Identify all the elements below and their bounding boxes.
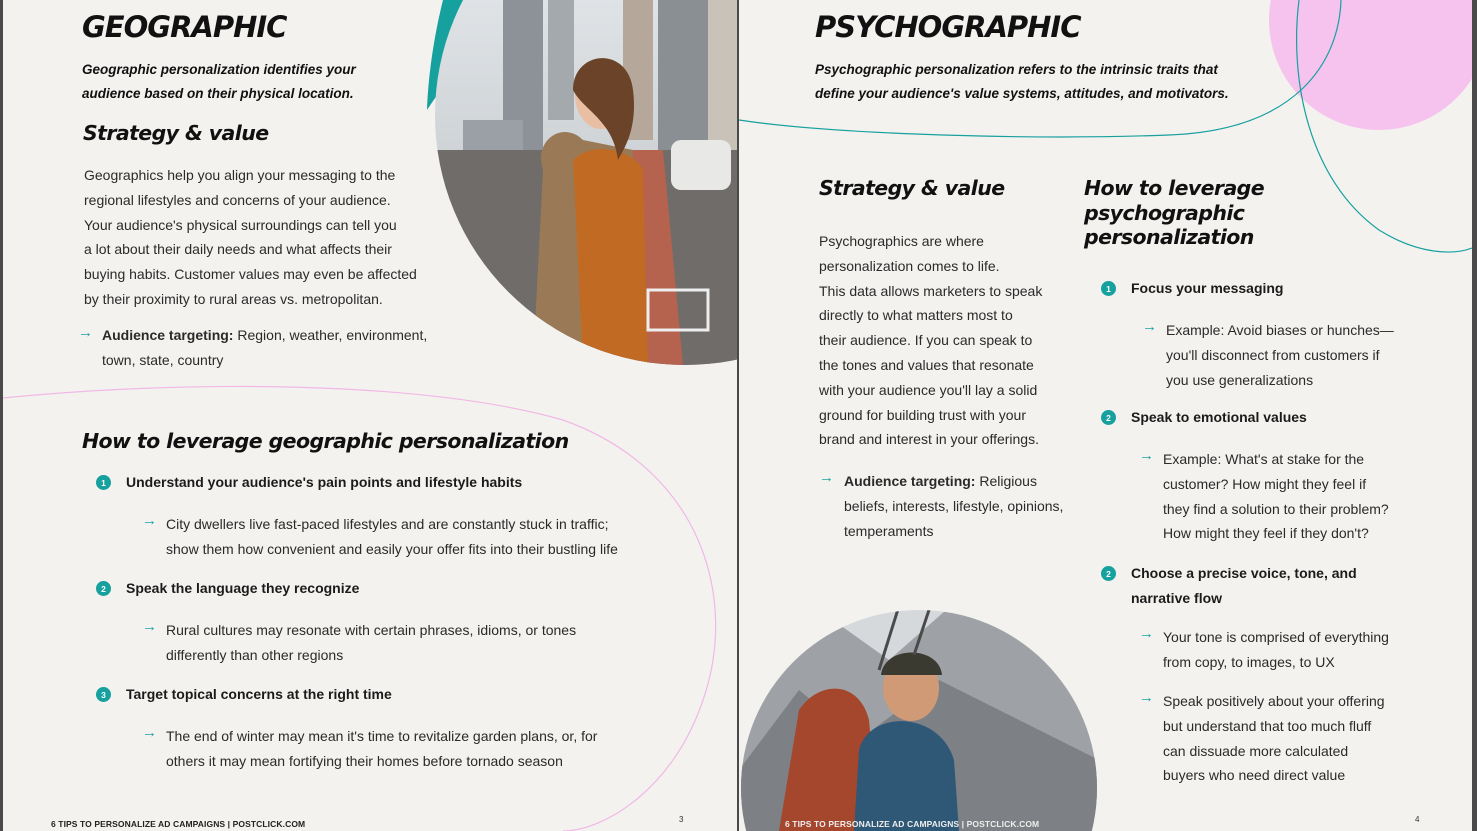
- lead-line-1: Psychographic personalization refers to the intrinsic traits that: [815, 62, 1218, 77]
- detail-line: show them how convenient and easily your offer fits into their bustling life: [166, 540, 618, 557]
- step-title: Focus your messaging: [1131, 280, 1284, 296]
- step-title: Speak the language they recognize: [126, 580, 360, 596]
- detail-line: How might they feel if they don't?: [1163, 525, 1369, 542]
- step-detail: [166, 512, 618, 562]
- page-title: PSYCHOGRAPHIC: [815, 10, 1081, 44]
- step-title: Target topical concerns at the right time: [126, 686, 392, 702]
- step-number-badge: 2: [96, 581, 111, 596]
- targeting-value-2: town, state, country: [102, 351, 224, 368]
- arrow-icon: →: [1139, 689, 1154, 706]
- lead-line-2: audience based on their physical location.: [82, 86, 354, 101]
- strategy-body: [819, 229, 1069, 452]
- detail-line: Rural cultures may resonate with certain phrases, idioms, or tones: [166, 622, 577, 638]
- strategy-body: [84, 163, 434, 312]
- body-line: directly to what matters most to: [819, 307, 1013, 324]
- detail-line: Example: Avoid biases or hunches—: [1166, 322, 1394, 338]
- heading-line: personalization: [1084, 225, 1254, 249]
- title-line: narrative flow: [1131, 589, 1223, 606]
- body-line: This data allows marketers to speak: [819, 282, 1043, 299]
- page-footer: 6 TIPS TO PERSONALIZE AD CAMPAIGNS | POSTCLICK.COM: [51, 819, 306, 829]
- arrow-icon: →: [1139, 625, 1154, 642]
- page-number: 3: [679, 815, 684, 824]
- body-line: with your audience you'll lay a solid: [819, 381, 1038, 398]
- body-line: ground for building trust with your: [819, 406, 1026, 423]
- step-number-badge: 2: [1101, 566, 1116, 581]
- detail-line: you'll disconnect from customers if: [1166, 346, 1380, 363]
- lead-line-1: Geographic personalization identifies your: [82, 62, 356, 77]
- body-line: Your audience's physical surroundings can tell you: [84, 216, 397, 233]
- step-detail: [166, 618, 576, 668]
- step-number-badge: 3: [96, 687, 111, 702]
- strategy-heading: Strategy & value: [83, 121, 269, 145]
- detail-line: they find a solution to their problem?: [1163, 500, 1389, 517]
- body-line: a lot about their daily needs and what affects their: [84, 241, 392, 258]
- hiker-photo: [739, 570, 1099, 831]
- body-line: Geographics help you align your messaging to the: [84, 167, 396, 183]
- detail-line: others it may mean fortifying their homes before tornado season: [166, 752, 563, 769]
- detail-line: differently than other regions: [166, 646, 344, 663]
- detail-line: Speak positively about your offering: [1163, 693, 1385, 709]
- body-line: their audience. If you can speak to: [819, 332, 1033, 349]
- body-line: brand and interest in your offerings.: [819, 431, 1039, 448]
- strategy-heading: Strategy & value: [819, 176, 1005, 200]
- page-title: GEOGRAPHIC: [82, 10, 287, 44]
- heading-line: psychographic: [1084, 200, 1245, 225]
- arrow-icon: →: [1139, 447, 1154, 464]
- detail-line: can dissuade more calculated: [1163, 742, 1349, 759]
- arrow-icon: →: [819, 469, 834, 486]
- step-title: [1131, 561, 1357, 611]
- body-line: regional lifestyles and concerns of your audience.: [84, 191, 391, 208]
- arrow-icon: →: [142, 618, 157, 635]
- body-line: by their proximity to rural areas vs. metropolitan.: [84, 290, 383, 307]
- leverage-heading: [1084, 176, 1264, 250]
- title-line: Choose a precise voice, tone, and: [1131, 565, 1357, 581]
- page-3: [3, 0, 737, 831]
- step-detail: [1166, 318, 1394, 392]
- body-line: Psychographics are where: [819, 233, 984, 249]
- targeting-value-3: temperaments: [844, 522, 934, 539]
- body-line: the tones and values that resonate: [819, 356, 1034, 373]
- audience-targeting: [844, 469, 1084, 543]
- detail-line: but understand that too much fluff: [1163, 717, 1372, 734]
- step-detail: [166, 724, 597, 774]
- targeting-label: Audience targeting:: [102, 327, 234, 343]
- page-4: [739, 0, 1472, 831]
- detail-line: customer? How might they feel if: [1163, 475, 1367, 492]
- step-detail: [1163, 625, 1389, 675]
- step-number-badge: 2: [1101, 410, 1116, 425]
- arrow-icon: →: [78, 324, 93, 341]
- body-line: personalization comes to life.: [819, 257, 1000, 274]
- detail-line: City dwellers live fast-paced lifestyles and are constantly stuck in traffic;: [166, 516, 609, 532]
- heading-line: How to leverage: [1084, 176, 1265, 200]
- audience-targeting: [102, 323, 442, 373]
- arrow-icon: →: [142, 512, 157, 529]
- page-number: 4: [1415, 815, 1420, 824]
- targeting-value-2: beliefs, interests, lifestyle, opinions,: [844, 497, 1064, 514]
- step-number-badge: 1: [96, 475, 111, 490]
- arrow-icon: →: [1142, 318, 1157, 335]
- detail-line: you use generalizations: [1166, 371, 1314, 388]
- step-number-badge: 1: [1101, 281, 1116, 296]
- body-line: buying habits. Customer values may even be affected: [84, 266, 417, 283]
- detail-line: from copy, to images, to UX: [1163, 653, 1335, 670]
- step-title: Understand your audience's pain points and lifestyle habits: [126, 474, 523, 490]
- city-photo: [423, 0, 737, 365]
- detail-line: Example: What's at stake for the: [1163, 451, 1365, 467]
- targeting-value: Religious: [979, 473, 1037, 489]
- detail-line: The end of winter may mean it's time to revitalize garden plans, or, for: [166, 728, 598, 744]
- detail-line: Your tone is comprised of everything: [1163, 629, 1389, 645]
- arrow-icon: →: [142, 724, 157, 741]
- leverage-heading: How to leverage geographic personalization: [82, 429, 569, 453]
- targeting-label: Audience targeting:: [844, 473, 976, 489]
- page-footer: 6 TIPS TO PERSONALIZE AD CAMPAIGNS | POSTCLICK.COM: [785, 819, 1040, 829]
- step-detail: [1163, 447, 1389, 546]
- lead-line-2: define your audience's value systems, attitudes, and motivators.: [815, 86, 1229, 101]
- detail-line: buyers who need direct value: [1163, 767, 1346, 784]
- step-title: Speak to emotional values: [1131, 409, 1307, 425]
- targeting-value: Region, weather, environment,: [237, 327, 428, 343]
- step-detail: [1163, 689, 1385, 788]
